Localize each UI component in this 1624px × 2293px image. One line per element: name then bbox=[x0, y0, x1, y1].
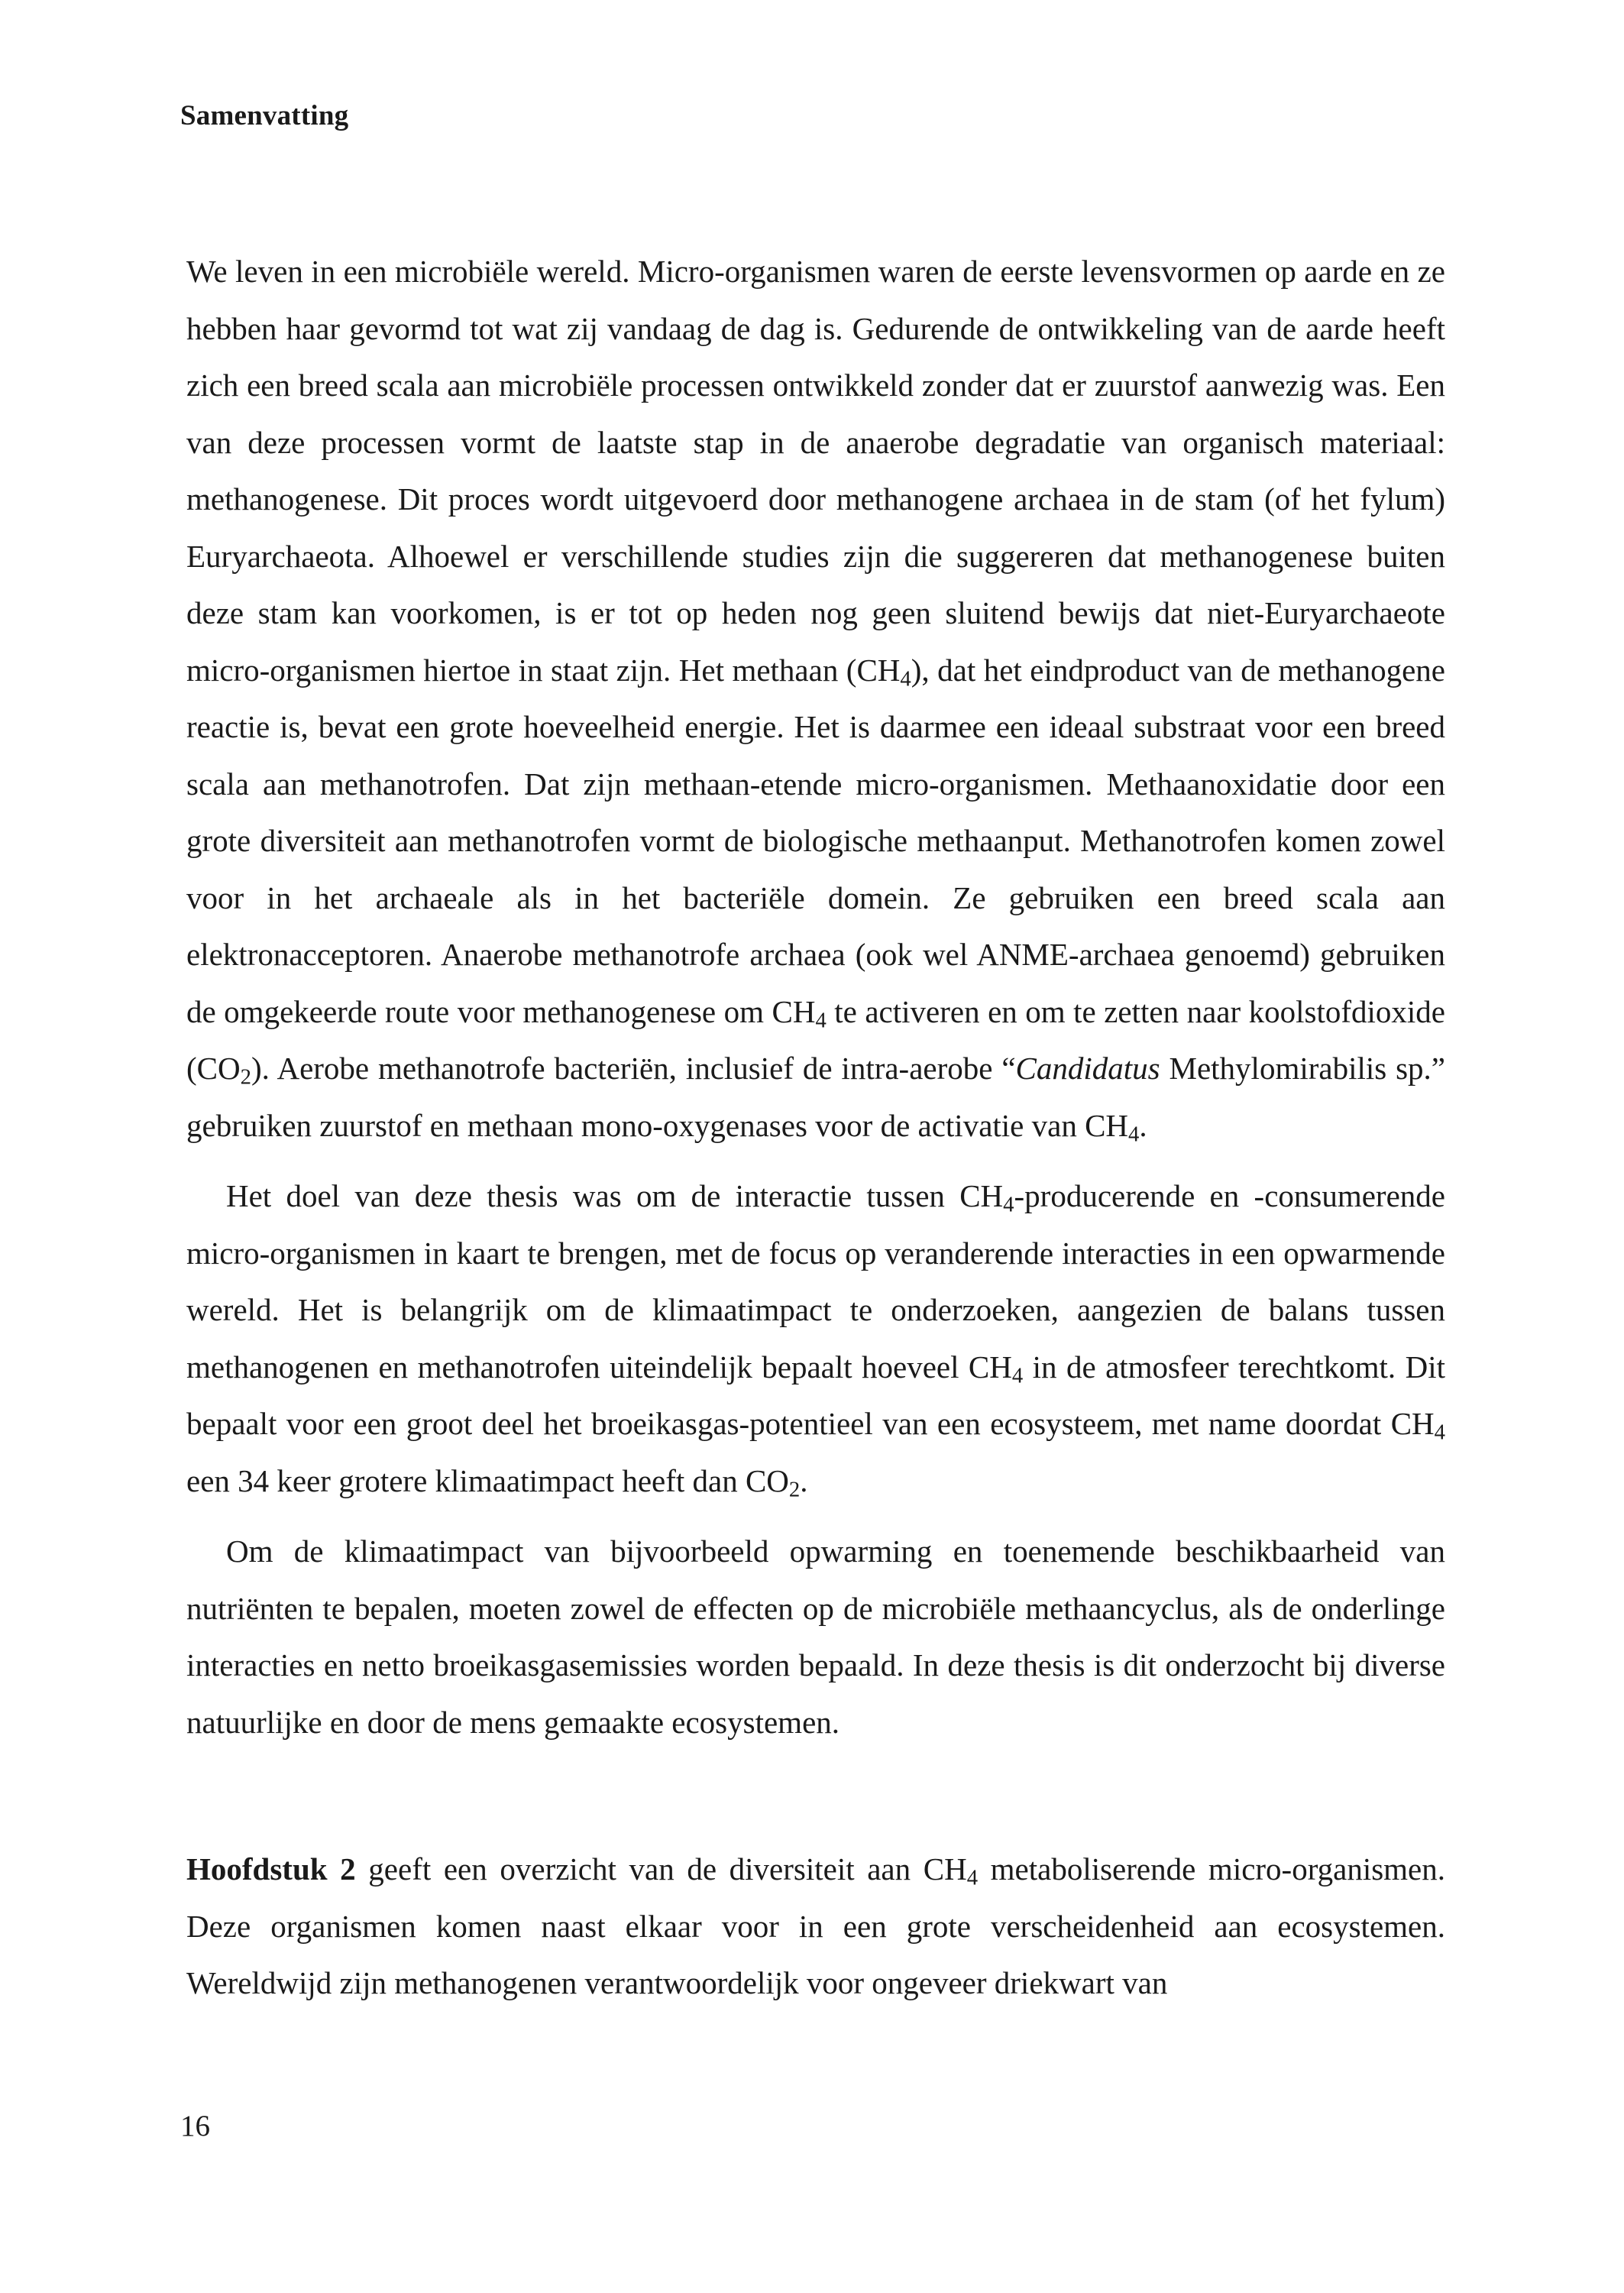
subscript: 4 bbox=[1434, 1420, 1445, 1445]
text-run: . bbox=[800, 1462, 808, 1498]
summary-text-block bbox=[186, 243, 1445, 1751]
italic-term: Candidatus bbox=[1015, 1051, 1160, 1086]
paragraph-chapter-2 bbox=[186, 1841, 1445, 2012]
text-run: geeft een overzicht van de diversiteit aan CH bbox=[355, 1851, 967, 1887]
chapter-reference: Hoofdstuk 2 bbox=[186, 1851, 356, 1887]
subscript: 2 bbox=[788, 1476, 801, 1501]
text-run: metaboliserende micro-organismen. Deze organismen komen naast elkaar voor in een grote verscheidenheid aan ecosystemen. Wereldwijd zijn methanogenen verantwoordelijk voor ongeveer driekwart van bbox=[186, 1851, 1446, 2000]
text-run: te activeren en om te zetten naar koolstofdioxide (CO bbox=[186, 993, 1445, 1086]
paragraph-thesis-aim bbox=[186, 1168, 1445, 1509]
subscript: 4 bbox=[1003, 1192, 1014, 1217]
subscript: 4 bbox=[815, 1007, 827, 1032]
paragraph-climate-impact: Om de klimaatimpact van bijvoorbeeld opwarming en toenemende beschikbaarheid van nutriënten te bepalen, moeten zowel de effecten op de microbiële methaancyclus, als de onderlinge interacties en netto broeikasgasemissies worden bepaald. In deze thesis is dit onderzocht bij diverse natuurlijke en door de mens gemaakte ecosystemen. bbox=[186, 1534, 1445, 1740]
paragraph-intro bbox=[186, 243, 1445, 1154]
text-run: Methylomirabilis sp.” gebruiken zuurstof en methaan mono-oxygenases voor de activatie van CH bbox=[186, 1051, 1445, 1143]
text-run: -producerende en -consumerende micro-organismen in kaart te brengen, met de focus op veranderende interacties in een opwarmende wereld. Het is belangrijk om de klimaatimpact te onderzoeken, aangezien de balans tussen methanogenen en methanotrofen uiteindelijk bepaalt hoeveel CH bbox=[186, 1178, 1445, 1385]
subscript: 4 bbox=[1011, 1362, 1024, 1388]
subscript: 2 bbox=[240, 1064, 251, 1090]
page-number: 16 bbox=[180, 2110, 210, 2142]
text-run: ), dat het eindproduct van de methanogene reactie is, bevat een grote hoeveelheid energie. Het is daarmee een ideaal substraat voor een breed scala aan methanotrofen. Dat zijn methaan-etende micro-organismen. Methaanoxidatie door een grote diversiteit aan methanotrofen vormt de biologische methaanput. Methanotrofen komen zowel voor in het archaeale als in het bacteriële domein. Ze gebruiken een breed scala aan elektronacceptoren. Anaerobe methanotrofe archaea (ook wel ANME-archaea genoemd) gebruiken de omgekeerde route voor methanogenese om CH bbox=[186, 652, 1445, 1029]
text-run: in de atmosfeer terechtkomt. Dit bepaalt voor een groot deel het broeikasgas-potentieel van een ecosysteem, met name doordat CH bbox=[186, 1349, 1445, 1441]
text-run: . bbox=[1139, 1107, 1147, 1143]
text-run: ). Aerobe methanotrofe bacteriën, inclusief de intra-aerobe “ bbox=[251, 1051, 1016, 1086]
text-run: een 34 keer grotere klimaatimpact heeft dan CO bbox=[186, 1462, 789, 1498]
text-run: Het doel van deze thesis was om de interactie tussen CH bbox=[226, 1178, 1004, 1213]
chapter-2-text-block bbox=[186, 1841, 1445, 2012]
subscript: 4 bbox=[966, 1865, 979, 1890]
text-run: We leven in een microbiële wereld. Micro-organismen waren de eerste levensvormen op aarde en ze hebben haar gevormd tot wat zij vandaag de dag is. Gedurende de ontwikkeling van de aarde heeft zich een breed scala aan microbiële processen ontwikkeld zonder dat er zuurstof aanwezig was. Een van deze processen vormt de laatste stap in de anaerobe degradatie van organisch materiaal: methanogenese. Dit proces wordt uitgevoerd door methanogene archaea in de stam (of het fylum) Euryarchaeota. Alhoewel er verschillende studies zijn die suggereren dat methanogenese buiten deze stam kan voorkomen, is er tot op heden nog geen sluitend bewijs dat niet-Euryarchaeote micro-organismen hiertoe in staat zijn. Het methaan (CH bbox=[186, 254, 1445, 688]
running-header: Samenvatting bbox=[180, 100, 349, 131]
subscript: 4 bbox=[1128, 1121, 1140, 1146]
subscript: 4 bbox=[900, 666, 911, 691]
